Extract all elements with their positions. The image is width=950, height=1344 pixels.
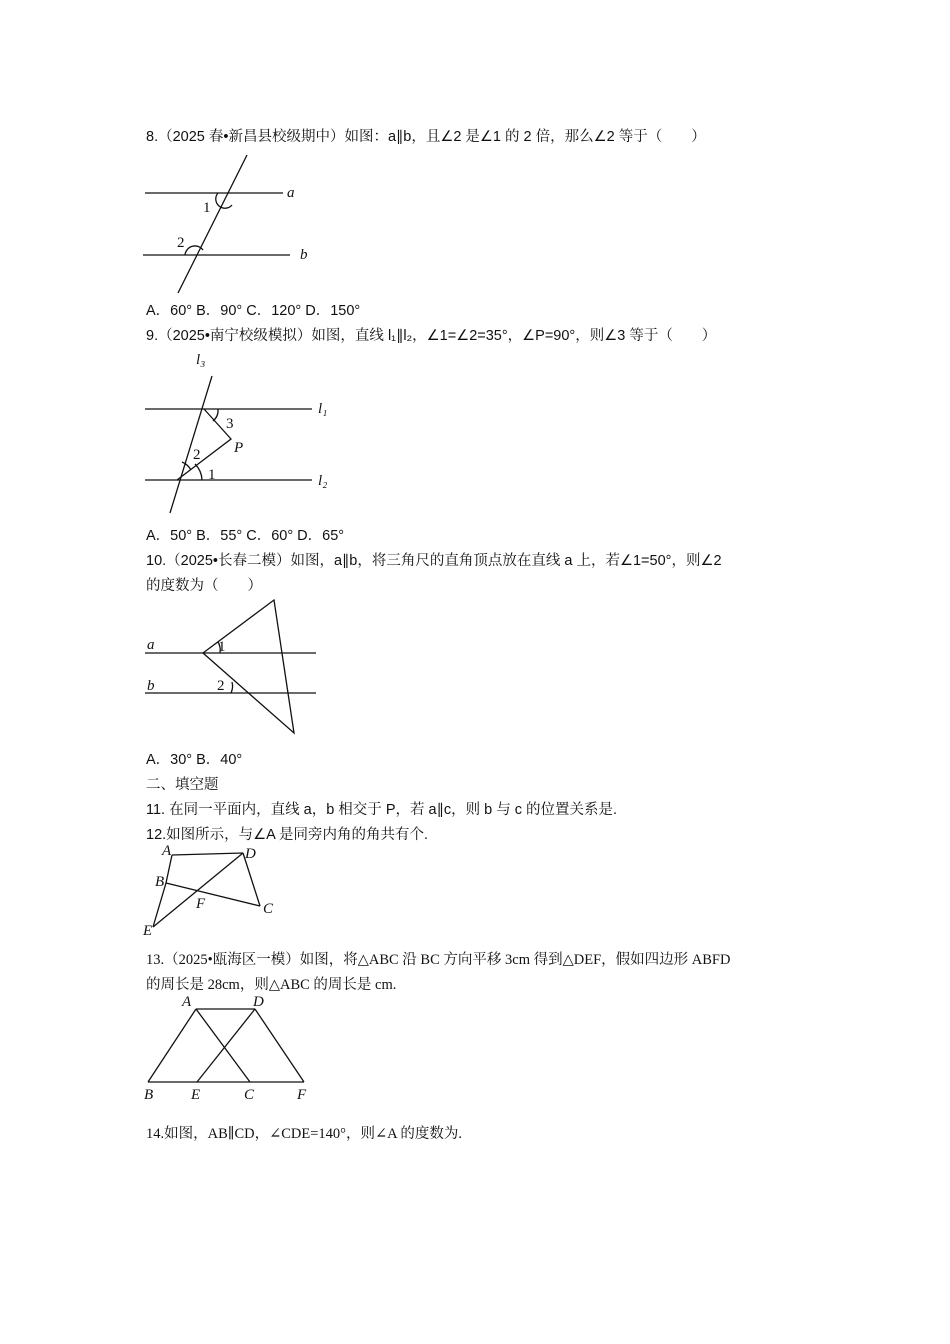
label-a: A: [162, 843, 172, 859]
label-b: B: [155, 874, 165, 890]
segment-df: [255, 1009, 304, 1082]
label-1: 1: [203, 200, 211, 216]
label-e: E: [191, 1087, 201, 1103]
triangle-ruler: [203, 600, 294, 733]
label-2: 2: [217, 678, 225, 694]
q8-figure: [140, 150, 320, 300]
transversal: [178, 155, 247, 293]
section-title: 二、填空题: [146, 777, 219, 793]
q12-figure: [140, 843, 290, 943]
label-a: a: [287, 185, 295, 201]
label-c: C: [263, 901, 274, 917]
q11-stem: 11. 在同一平面内，直线 a，b 相交于 P，若 a∥c，则 b 与 c 的位置关系是.: [146, 802, 618, 818]
label-a: a: [147, 637, 155, 653]
q8-stem: 8.（2025 春•新昌县校级期中）如图：a∥b，且∠2 是∠1 的 2 倍，那么∠2 等于（ ）: [146, 129, 706, 145]
label-c: C: [244, 1087, 255, 1103]
segment-ab: [148, 1009, 196, 1082]
label-d: D: [253, 994, 264, 1010]
label-2: 2: [177, 235, 185, 251]
angle-2-arc: [185, 246, 203, 255]
q10-stem-line2: 的度数为（ ）: [146, 578, 262, 594]
segment-de: [153, 853, 243, 927]
label-l2: l₂: [318, 473, 328, 489]
q9-options: A．50° B．55° C．60° D．65°: [146, 528, 345, 544]
segment-de: [197, 1009, 255, 1082]
label-b: B: [144, 1087, 154, 1103]
q12-stem: 12.如图所示，与∠A 是同旁内角的角共有个.: [146, 827, 429, 843]
segment-ad: [172, 853, 243, 855]
q14-stem: 14.如图，AB∥CD，∠CDE=140°，则∠A 的度数为.: [146, 1126, 463, 1142]
segment-ac: [196, 1009, 250, 1082]
q10-figure: [140, 594, 330, 744]
segment-ab: [166, 855, 172, 883]
label-a: A: [182, 994, 192, 1010]
segment-bc: [166, 883, 260, 906]
label-p: P: [234, 440, 244, 456]
angle-1-arc: [195, 464, 202, 480]
q10-stem-line1: 10.（2025•长春二模）如图，a∥b，将三角尺的直角顶点放在直线 a 上，若∠1=50°，则∠2: [146, 553, 722, 569]
label-b: b: [300, 247, 308, 263]
label-f: F: [196, 896, 206, 912]
label-f: F: [297, 1087, 307, 1103]
label-3: 3: [226, 416, 234, 432]
q10-options: A．30° B．40°: [146, 752, 243, 768]
p-segments: [177, 409, 231, 480]
q9-figure: [140, 346, 340, 521]
q8-options: A．60° B．90° C．120° D．150°: [146, 303, 361, 319]
angle-2-arc: [231, 682, 233, 693]
label-2: 2: [193, 447, 201, 463]
label-1: 1: [208, 467, 216, 483]
line-l3: [170, 376, 212, 513]
label-d: D: [245, 846, 256, 862]
q13-stem-line1: 13.（2025•瓯海区一模）如图，将△ABC 沿 BC 方向平移 3cm 得到△DEF，假如四边形 ABFD: [146, 952, 731, 968]
label-b: b: [147, 678, 155, 694]
q13-stem-line2: 的周长是 28cm，则△ABC 的周长是 cm.: [146, 977, 397, 993]
q13-figure: [140, 992, 320, 1104]
label-e: E: [143, 923, 153, 939]
label-l1: l₁: [318, 401, 328, 417]
label-1: 1: [218, 639, 226, 655]
label-l3: l₃: [196, 352, 206, 368]
q9-stem: 9.（2025•南宁校级模拟）如图，直线 l₁∥l₂，∠1=∠2=35°，∠P=90°，则∠3 等于（ ）: [146, 328, 717, 344]
